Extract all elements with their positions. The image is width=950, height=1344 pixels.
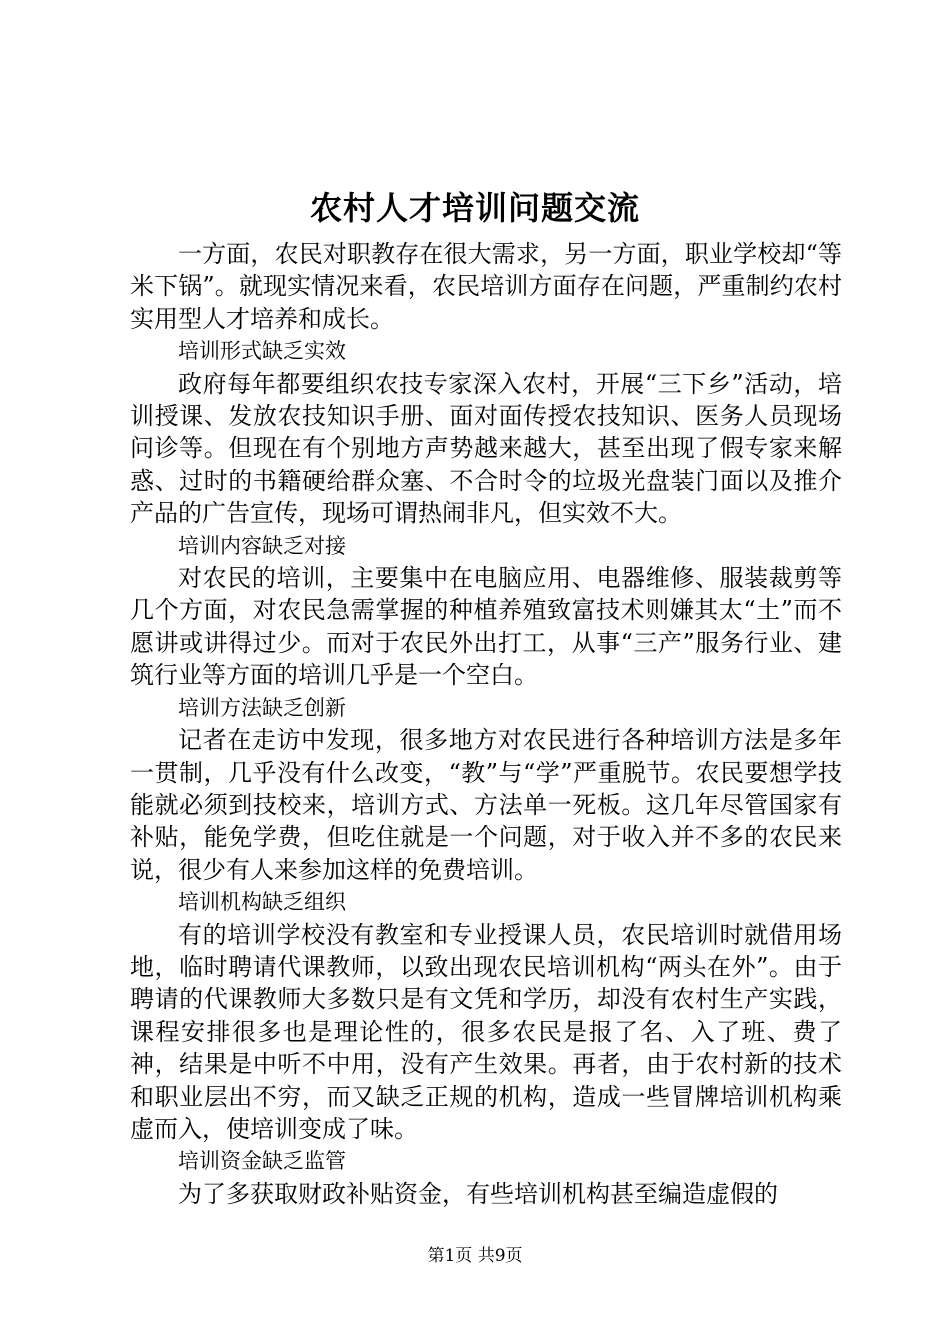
intro-paragraph: 一方面，农民对职教存在很大需求，另一方面，职业学校却“等米下锅”。就现实情况来看，农民培训方面存在问题，严重制约农村实用型人才培养和成长。	[130, 240, 842, 333]
section-heading-funding: 培训资金缺乏监管	[178, 1149, 346, 1174]
section-heading-organization: 培训机构缺乏组织	[178, 890, 346, 915]
document-title: 农村人才培训问题交流	[309, 189, 640, 227]
section-paragraph-method: 记者在走访中发现，很多地方对农民进行各种培训方法是多年一贯制，几乎没有什么改变，“教”与“学”严重脱节。农民要想学技能就必须到技校来，培训方式、方法单一死板。这几年尽管国家有补贴，能免学费，但吃住就是一个问题，对于收入并不多的农民来说，很少有人来参加这样的免费培训。	[130, 726, 842, 884]
section-heading-content: 培训内容缺乏对接	[178, 533, 346, 558]
section-paragraph-funding: 为了多获取财政补贴资金，有些培训机构甚至编造虚假的	[178, 1179, 778, 1208]
page-footer: 第1页 共9页	[427, 1246, 523, 1266]
document-body	[130, 238, 842, 1210]
section-paragraph-content: 对农民的培训，主要集中在电脑应用、电器维修、服装裁剪等几个方面，对农民急需掌握的种植养殖致富技术则嫌其太“土”而不愿讲或讲得过少。而对于农民外出打工，从事“三产”服务行业、建筑行业等方面的培训几乎是一个空白。	[130, 564, 842, 690]
section-heading-method: 培训方法缺乏创新	[178, 695, 346, 720]
section-paragraph-organization: 有的培训学校没有教室和专业授课人员，农民培训时就借用场地，临时聘请代课教师，以致出现农民培训机构“两头在外”。由于聘请的代课教师大多数只是有文凭和学历，却没有农村生产实践，课程安排很多也是理论性的，很多农民是报了名、入了班、费了神，结果是中听不中用，没有产生效果。再者，由于农村新的技术和职业层出不穷，而又缺乏正规的机构，造成一些冒牌培训机构乘虚而入，使培训变成了味。	[130, 920, 842, 1143]
section-heading-form: 培训形式缺乏实效	[178, 339, 346, 364]
section-paragraph-form: 政府每年都要组织农技专家深入农村，开展“三下乡”活动，培训授课、发放农技知识手册、面对面传授农技知识、医务人员现场问诊等。但现在有个别地方声势越来越大，甚至出现了假专家来解惑、过时的书籍硬给群众塞、不合时令的垃圾光盘装门面以及推介产品的广告宣传，现场可谓热闹非凡，但实效不大。	[130, 369, 842, 528]
